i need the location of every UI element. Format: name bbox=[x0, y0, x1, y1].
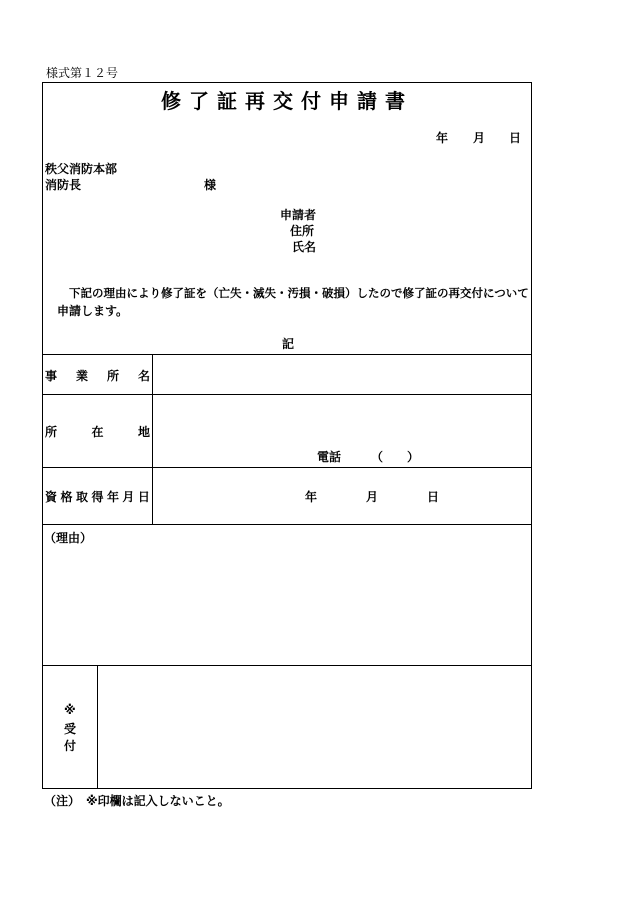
statement-line-2: 申請します。 bbox=[57, 304, 129, 318]
addressee-honorific: 様 bbox=[204, 178, 217, 192]
acquisition-day: 日 bbox=[427, 490, 440, 504]
acquisition-char: 年 bbox=[106, 490, 119, 504]
location-char: 地 bbox=[137, 425, 150, 439]
acquisition-char: 取 bbox=[75, 490, 88, 504]
date-day: 日 bbox=[509, 131, 522, 145]
ki-marker: 記 bbox=[282, 337, 295, 351]
date-month: 月 bbox=[473, 131, 486, 145]
addressee-position: 消防長 bbox=[45, 178, 82, 192]
statement-line-1: 下記の理由により修了証を（亡失・滅失・汚損・破損）したので修了証の再交付について bbox=[69, 286, 529, 300]
addressee-org: 秩父消防本部 bbox=[45, 162, 118, 176]
location-label bbox=[45, 423, 150, 440]
office-name-char: 事 bbox=[45, 369, 58, 383]
location-char: 所 bbox=[45, 425, 58, 439]
acquisition-char: 得 bbox=[91, 490, 104, 504]
acquisition-char: 資 bbox=[45, 490, 58, 504]
applicant-label: 申請者 bbox=[280, 208, 317, 222]
applicant-name-label: 氏名 bbox=[292, 240, 317, 254]
applicant-address-label: 住所 bbox=[290, 224, 315, 238]
acquisition-date-label bbox=[45, 488, 150, 505]
divider bbox=[42, 665, 532, 666]
divider bbox=[42, 524, 532, 525]
acquisition-month: 月 bbox=[366, 490, 379, 504]
receipt-column-divider bbox=[97, 665, 98, 789]
form-number: 様式第１２号 bbox=[46, 66, 119, 80]
acquisition-char: 格 bbox=[60, 490, 73, 504]
receipt-char-1: 受 bbox=[64, 722, 77, 736]
date-year: 年 bbox=[436, 131, 449, 145]
office-name-char: 業 bbox=[75, 369, 88, 383]
divider bbox=[42, 354, 532, 355]
acquisition-char: 月 bbox=[122, 490, 135, 504]
divider bbox=[42, 467, 532, 468]
footnote: （注） ※印欄は記入しないこと。 bbox=[44, 794, 230, 808]
reason-label: （理由） bbox=[44, 531, 93, 545]
office-name-char: 所 bbox=[106, 369, 119, 383]
acquisition-char: 日 bbox=[137, 490, 150, 504]
location-char: 在 bbox=[91, 425, 104, 439]
label-column-divider bbox=[152, 354, 153, 525]
acquisition-year: 年 bbox=[305, 490, 318, 504]
phone-parens: （ ） bbox=[371, 450, 420, 464]
office-name-label bbox=[45, 367, 150, 384]
receipt-char-2: 付 bbox=[64, 739, 77, 753]
form-title: 修了証再交付申請書 bbox=[161, 89, 413, 113]
receipt-mark: ※ bbox=[64, 703, 76, 717]
phone-label: 電話 bbox=[317, 450, 342, 464]
divider bbox=[42, 394, 532, 395]
office-name-char: 名 bbox=[137, 369, 150, 383]
